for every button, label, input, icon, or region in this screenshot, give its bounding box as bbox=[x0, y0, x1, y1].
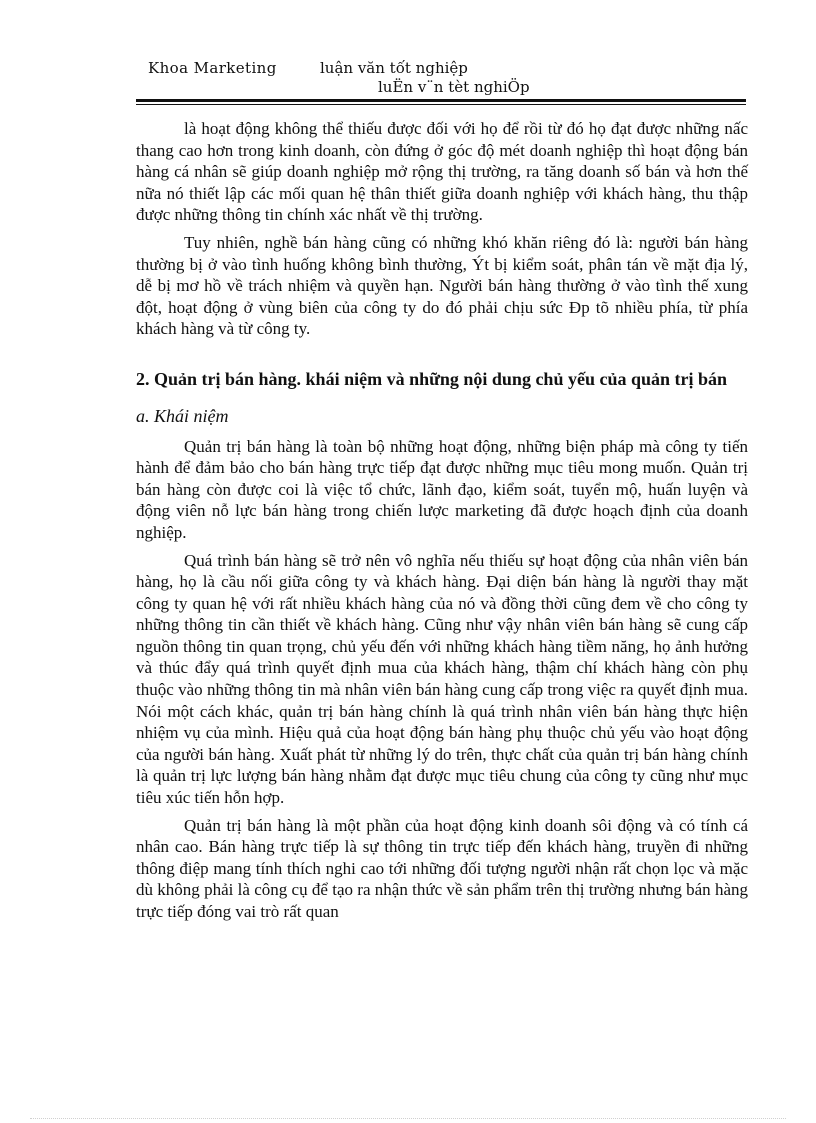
paragraph: Quản trị bán hàng là toàn bộ những hoạt động, những biện pháp mà công ty tiến hành để đảm bảo cho bán hàng trực tiếp đạt được những mục tiêu mong muốn. Quản trị bán hàng còn được coi là việc tổ chức, lãnh đạo, kiểm soát, tuyển mộ, huấn luyện và động viên nỗ lực bán hàng trong chiến lược marketing đã được hoạch định của doanh nghiệp. bbox=[136, 436, 748, 542]
paragraph: Quản trị bán hàng là một phần của hoạt động kinh doanh sôi động và có tính cá nhân cao. Bán hàng trực tiếp là sự thông tin trực tiếp đến khách hàng, truyền đi những thông điệp mang tính thích nghi cao tới những đối tượng người nhận rất chọn lọc và mặc dù không phải là công cụ để tạo ra nhận thức về sản phẩm trên thị trường nhưng bán hàng trực tiếp đóng vai trò rất quan bbox=[136, 815, 748, 921]
header-rule-thick bbox=[136, 99, 746, 102]
page-bottom-divider bbox=[30, 1118, 786, 1119]
sub-heading: a. Khái niệm bbox=[136, 405, 229, 426]
header-department: Khoa Marketing bbox=[148, 59, 277, 77]
header-title: luận văn tốt nghiệp bbox=[320, 59, 468, 77]
paragraph: Tuy nhiên, nghề bán hàng cũng có những khó khăn riêng đó là: người bán hàng thường bị ở vào tình huống không bình thường, Ýt bị kiểm soát, phân tán về mặt địa lý, dễ bị mơ hồ về trách nhiệm và quyền hạn. Người bán hàng thường ở vào tình thế xung đột, hoạt động ở vùng biên của công ty do đó phải chịu sức Ðp tõ nhiều phía, từ phía khách hàng và từ công ty. bbox=[136, 232, 748, 339]
header-title-legacy-encoding: luËn v¨n tèt nghiÖp bbox=[378, 78, 530, 96]
page-header bbox=[148, 57, 746, 101]
document-body bbox=[136, 118, 748, 929]
paragraph: Quá trình bán hàng sẽ trở nên vô nghĩa nếu thiếu sự hoạt động của nhân viên bán hàng, họ là cầu nối giữa công ty và khách hàng. Đại diện bán hàng là người thay mặt công ty quan hệ với rất nhiều khách hàng của nó và đồng thời cũng đem về cho công ty những thông tin cần thiết về khách hàng. Cũng như vậy nhân viên bán hàng sẽ cung cấp nguồn thông tin quan trọng, chủ yếu đến với những khách hàng tiềm năng, họ ảnh hưởng và thúc đẩy quá trình quyết định mua của khách hàng, thậm chí khách hàng còn phụ thuộc vào những thông tin mà nhân viên bán hàng cung cấp trong việc ra quyết định mua. Nói một cách khác, quản trị bán hàng chính là quá trình nhân viên bán hàng thực hiện nhiệm vụ của mình. Hiệu quả của hoạt động bán hàng phụ thuộc chủ yếu vào hoạt động của người bán hàng. Xuất phát từ những lý do trên, thực chất của quản trị bán hàng chính là quản trị lực lượng bán hàng nhằm đạt được mục tiêu chung của công ty cũng như mục tiêu xúc tiến hỗn hợp. bbox=[136, 550, 748, 808]
section-heading: 2. Quản trị bán hàng. khái niệm và những nội dung chủ yếu của quản trị bán bbox=[136, 368, 727, 389]
header-rule-thin bbox=[136, 104, 746, 105]
paragraph: là hoạt động không thể thiếu được đối với họ để rồi từ đó họ đạt được những nấc thang cao hơn trong kinh doanh, còn đứng ở góc độ mét doanh nghiệp thì hoạt động bán hàng cá nhân sẽ giúp doanh nghiệp mở rộng thị trường, ra tăng doanh số bán và hơn thế nữa nó thiết lập các mối quan hệ thân thiết giữa doanh nghiệp với khách hàng, thu thập được những thông tin chính xác nhất về thị trường. bbox=[136, 119, 748, 225]
